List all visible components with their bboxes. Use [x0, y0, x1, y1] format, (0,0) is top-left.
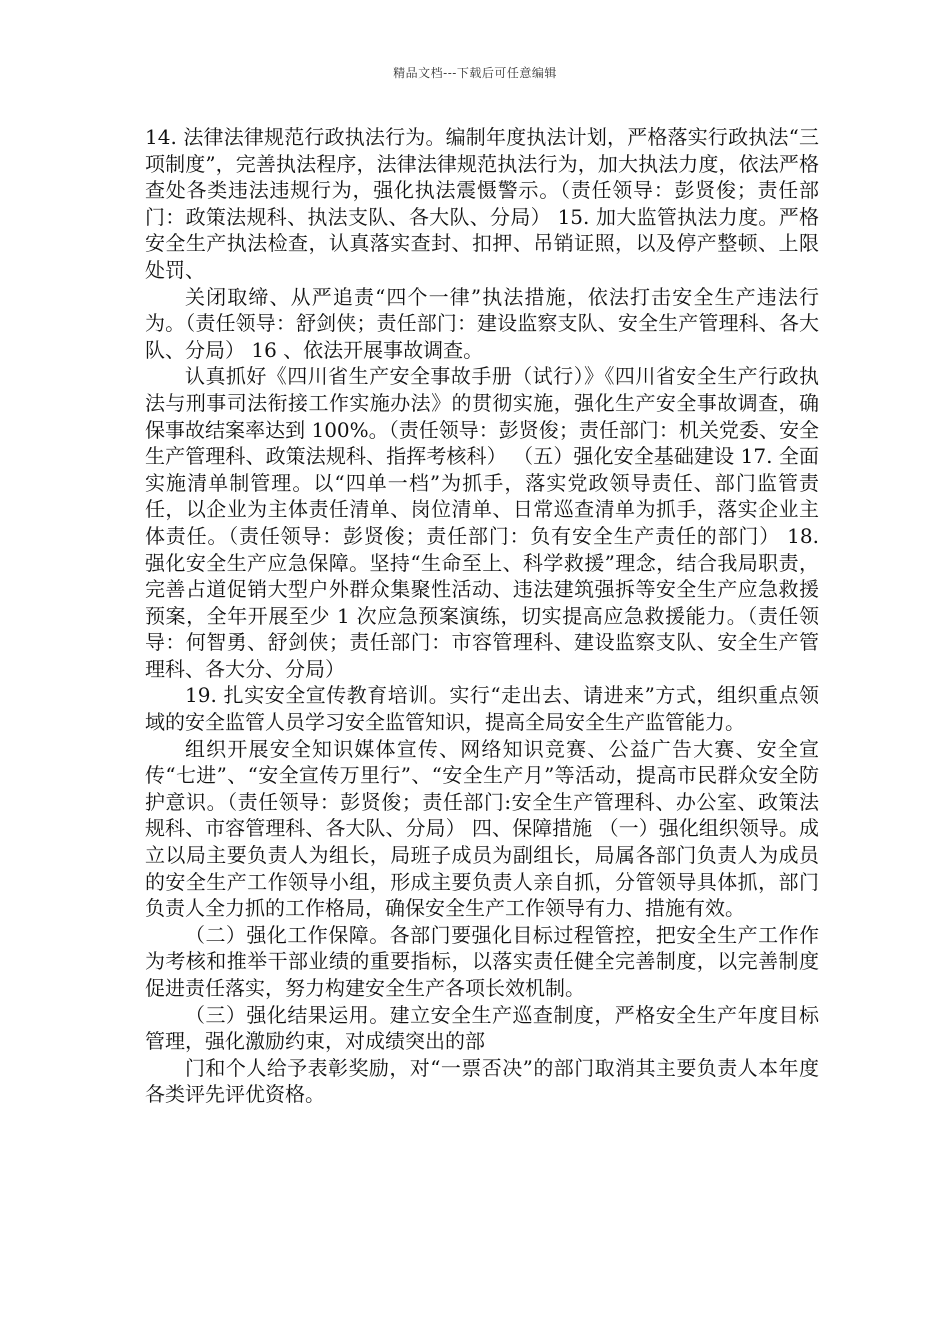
paragraph-publicity-and-safeguards: 组织开展安全知识媒体宣传、网络知识竞赛、公益广告大赛、安全宣传“七进”、“安全宣传万里行”、“安全生产月”等活动，提高市民群众安全防护意识。（责任领导：彭贤俊；责任部门:安全生产管理科、办公室、政策法规科、市容管理科、各大队、分局） 四、保障措施 （一）强化组织领导。成立以局主要负责人为组长，局班子成员为副组长，局属各部门负责人为成员的安全生产工作领导小组，形成主要负责人亲自抓，分管领导具体抓，部门负责人全力抓的工作格局，确保安全生产工作领导有力、措施有效。	[145, 736, 819, 921]
paragraph-rewards: 门和个人给予表彰奖励，对“一票否决”的部门取消其主要负责人本年度各类评先评优资格。	[145, 1055, 819, 1107]
document-body	[145, 124, 819, 1108]
paragraph-four-measures: 关闭取缔、从严追责“四个一律”执法措施，依法打击安全生产违法行为。（责任领导：舒剑侠；责任部门：建设监察支队、安全生产管理科、各大队、分局） 16 、依法开展事故调查。	[145, 284, 819, 362]
paragraph-19-training: 19. 扎实安全宣传教育培训。实行“走出去、请进来”方式，组织重点领域的安全监管人员学习安全监管知识，提高全局安全生产监管能力。	[145, 683, 819, 735]
paragraph-result-application: （三）强化结果运用。建立安全生产巡查制度，严格安全生产年度目标管理，强化激励约束，对成绩突出的部	[145, 1002, 819, 1054]
paragraph-accident-investigation: 认真抓好《四川省生产安全事故手册（试行）》《四川省安全生产行政执法与刑事司法衔接工作实施办法》的贯彻实施，强化生产安全事故调查，确保事故结案率达到 100%。（责任领导：彭贤俊；责任部门：机关党委、安全生产管理科、政策法规科、指挥考核科） （五）强化安全基础建设 17. 全面实施清单制管理。以“四单一档”为抓手，落实党政领导责任、部门监管责任，以企业为主体责任清单、岗位清单、日常巡查清单为抓手，落实企业主体责任。（责任领导：彭贤俊；责任部门：负有安全生产责任的部门） 18. 强化安全生产应急保障。坚持“生命至上、科学救援”理念，结合我局职责，完善占道促销大型户外群众集聚性活动、违法建筑强拆等安全生产应急救援预案，全年开展至少 1 次应急预案演练，切实提高应急救援能力。（责任领导：何智勇、舒剑侠；责任部门：市容管理科、建设监察支队、安全生产管理科、各大分、分局）	[145, 364, 819, 681]
header-note: 精品文档---下载后可任意编辑	[393, 66, 557, 80]
paragraph-work-guarantee: （二）强化工作保障。各部门要强化目标过程管控，把安全生产工作作为考核和推举干部业绩的重要指标，以落实责任健全完善制度，以完善制度促进责任落实，努力构建安全生产各项长效机制。	[145, 922, 819, 1000]
paragraph-14-15: 14. 法律法律规范行政执法行为。编制年度执法计划，严格落实行政执法“三项制度”，完善执法程序，法律法律规范执法行为，加大执法力度，依法严格查处各类违法违规行为，强化执法震慑警示。（责任领导：彭贤俊；责任部门：政策法规科、执法支队、各大队、分局） 15. 加大监管执法力度。严格安全生产执法检查，认真落实查封、扣押、吊销证照，以及停产整顿、上限处罚、	[145, 125, 819, 282]
